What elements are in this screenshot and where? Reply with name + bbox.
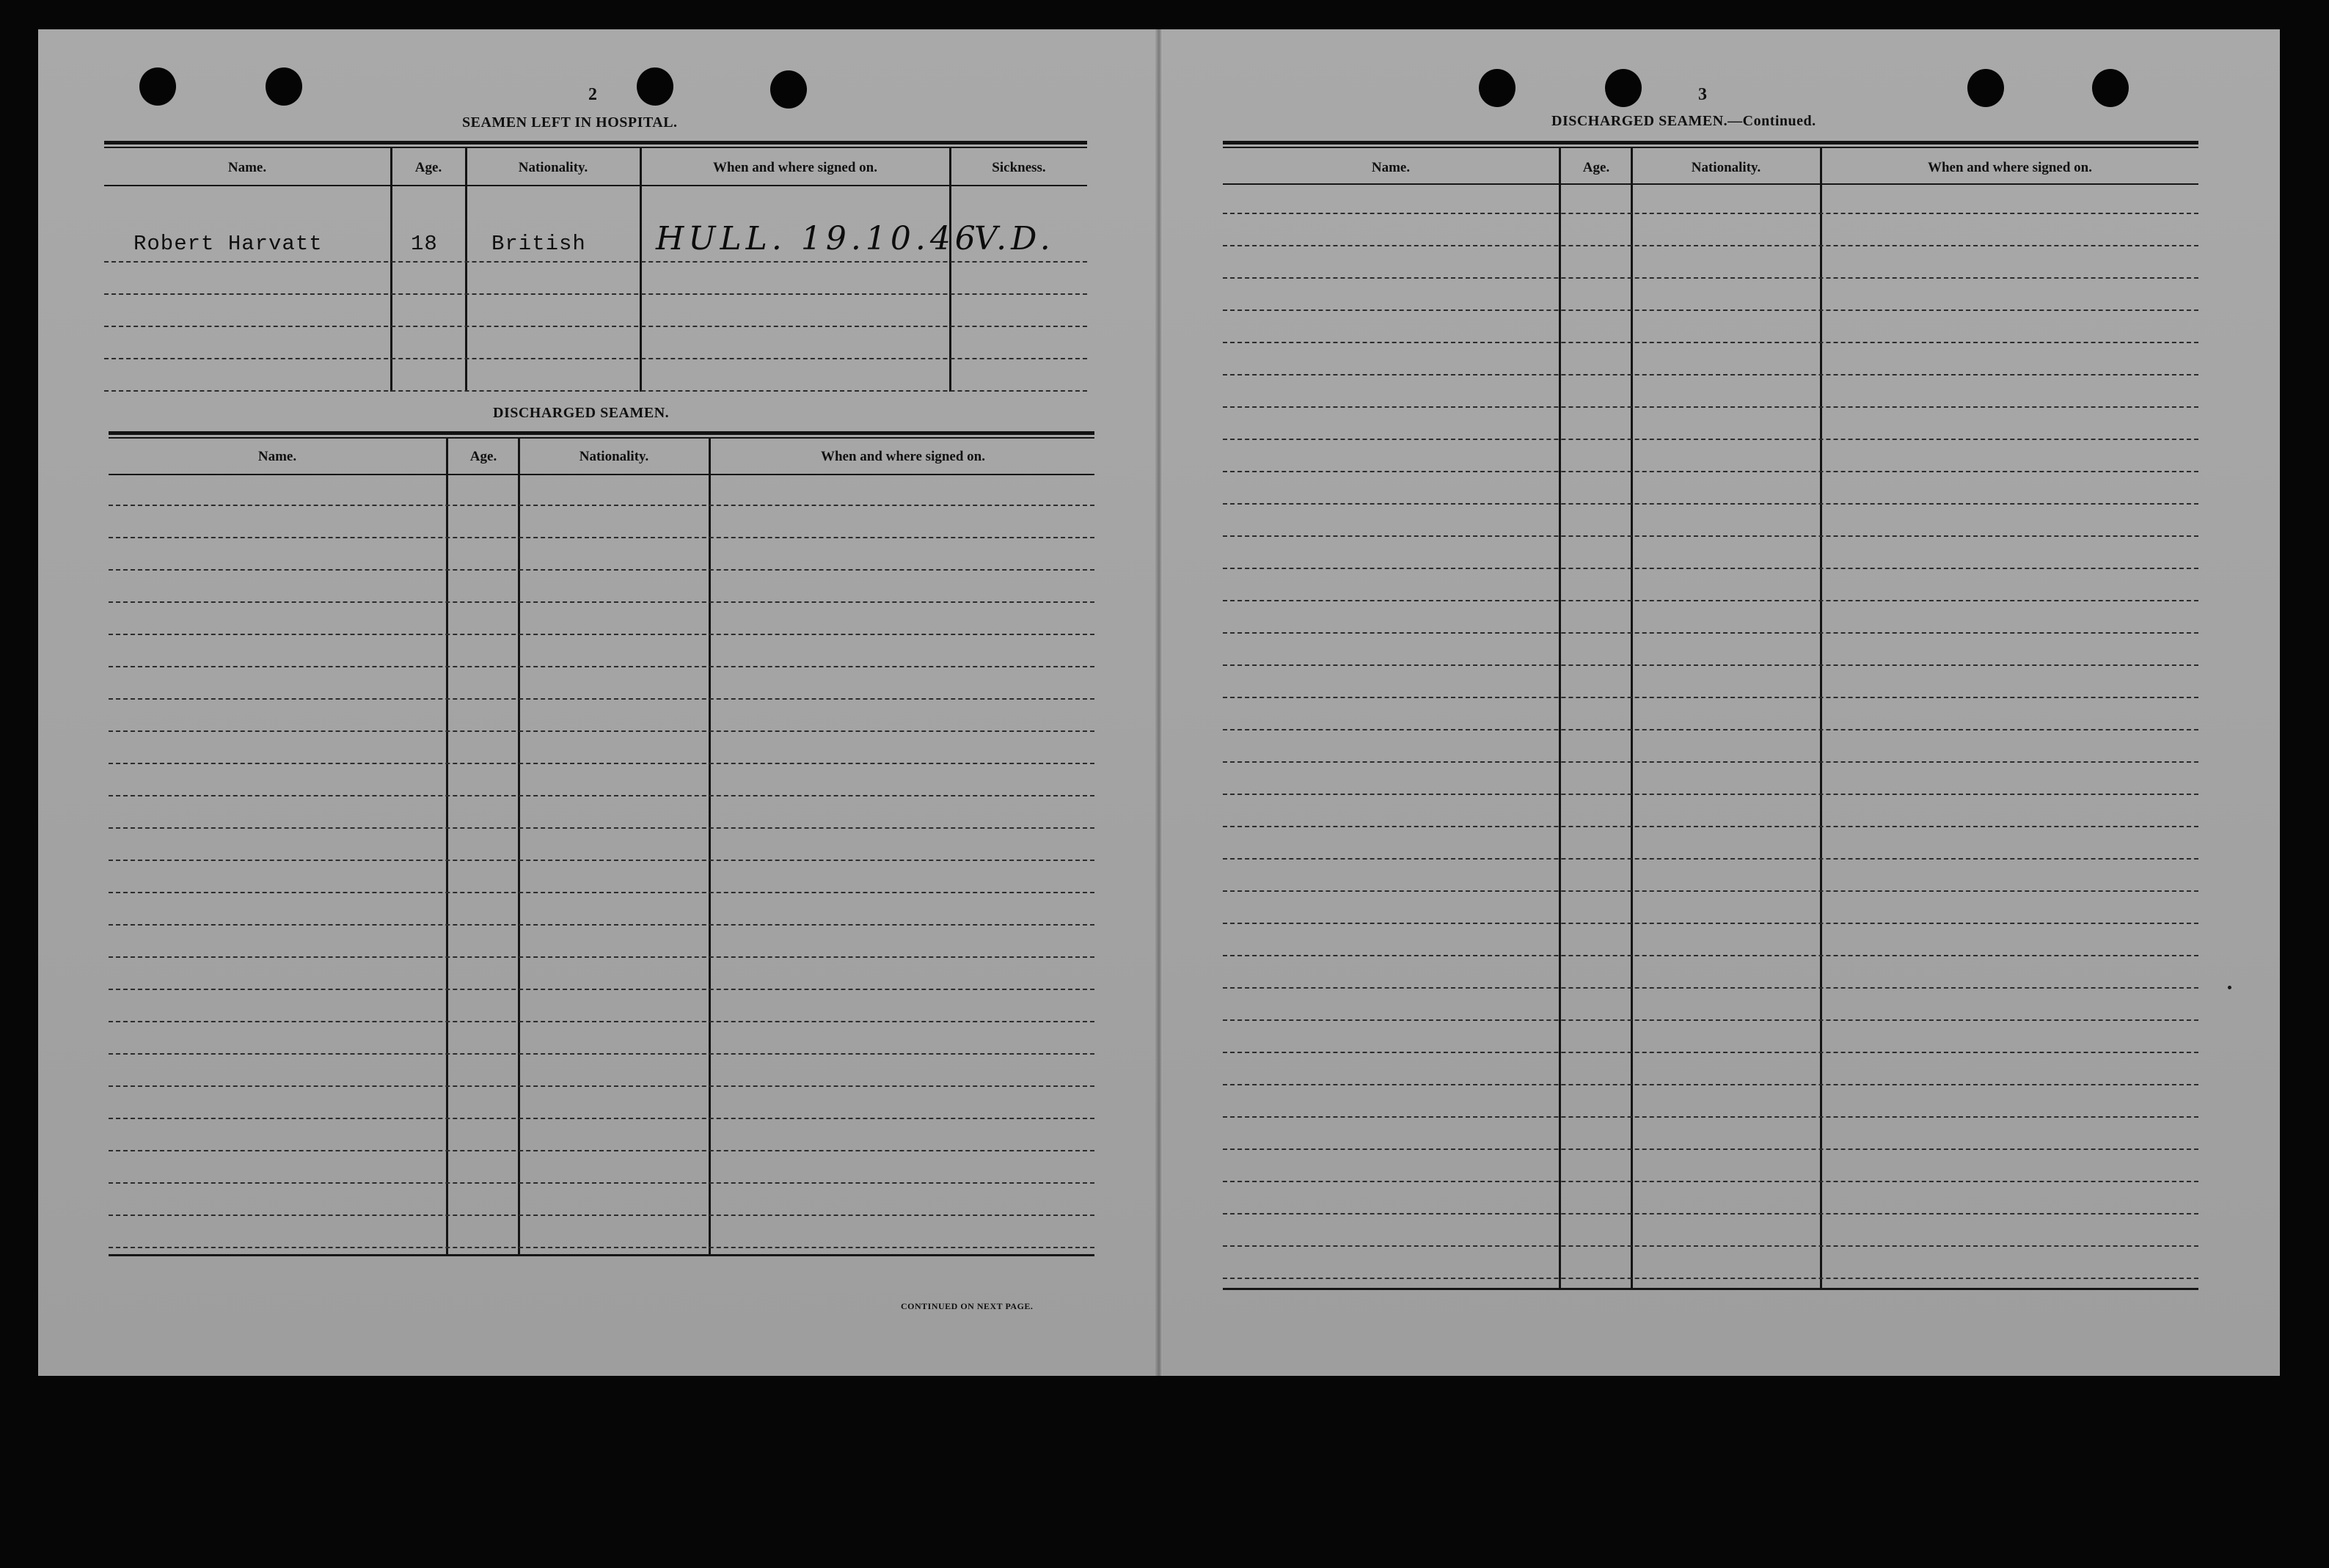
discharged-continued-table xyxy=(1223,141,2198,1344)
hospital-table xyxy=(104,141,1087,427)
hospital-entry-signed-on: HULL. 19.10.46 xyxy=(656,220,980,257)
hospital-entry-name: Robert Harvatt xyxy=(134,232,323,256)
discharged-table xyxy=(109,431,1094,1326)
hospital-header-name: Name. xyxy=(227,160,267,175)
discharged-header-age: Age. xyxy=(469,449,497,464)
document-sheet xyxy=(38,29,2280,1376)
page-number: 3 xyxy=(1698,85,1707,104)
page-fold xyxy=(1155,29,1163,1376)
hospital-header-signed-on: When and where signed on. xyxy=(712,160,877,175)
right-page xyxy=(1163,29,2280,1376)
discharged-continued-title: DISCHARGED SEAMEN.—Continued. xyxy=(1551,113,1816,129)
continued-note: CONTINUED ON NEXT PAGE. xyxy=(901,1301,1034,1311)
continued-header-age: Age. xyxy=(1582,160,1610,175)
discharged-header-nationality: Nationality. xyxy=(579,449,649,464)
page-number: 2 xyxy=(588,85,597,104)
discharged-header-signed-on: When and where signed on. xyxy=(820,449,985,464)
hospital-header-age: Age. xyxy=(414,160,442,175)
discharged-header-name: Name. xyxy=(257,449,297,464)
hospital-entry-age: 18 xyxy=(411,232,438,256)
hospital-section-title: SEAMEN LEFT IN HOSPITAL. xyxy=(462,114,678,131)
discharged-section-title: DISCHARGED SEAMEN. xyxy=(493,405,670,421)
continued-header-signed-on: When and where signed on. xyxy=(1927,160,2092,175)
hospital-header-sickness: Sickness. xyxy=(992,160,1046,175)
hospital-entry-sickness: V.D. xyxy=(974,220,1055,257)
continued-header-nationality: Nationality. xyxy=(1691,160,1761,175)
left-page xyxy=(38,29,1155,1376)
hospital-entry-nationality: British xyxy=(491,232,586,256)
continued-header-name: Name. xyxy=(1371,160,1411,175)
ink-speck xyxy=(2228,986,2231,989)
hospital-header-nationality: Nationality. xyxy=(518,160,588,175)
